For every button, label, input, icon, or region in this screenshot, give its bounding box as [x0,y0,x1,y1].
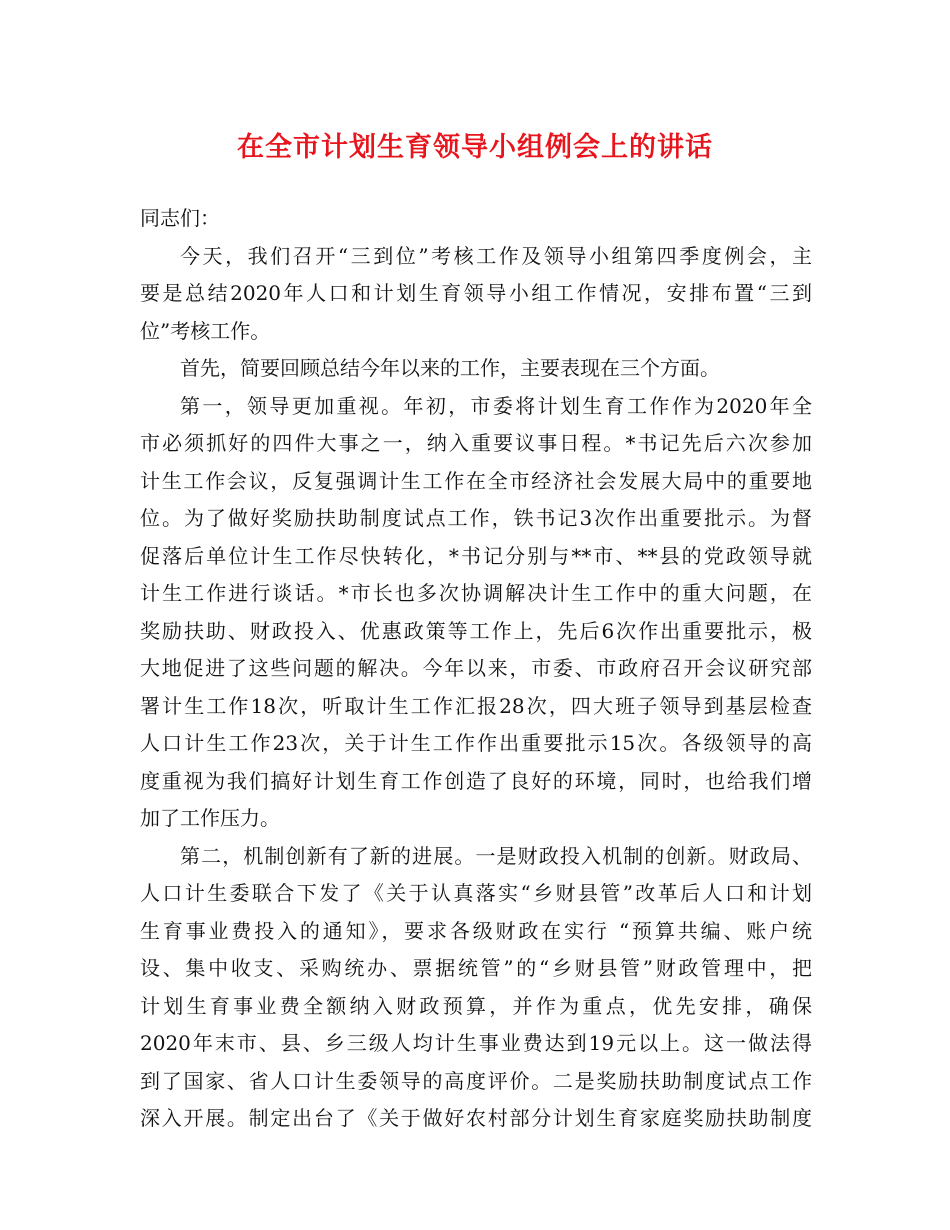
paragraph-line: 市必须抓好的四件大事之一，纳入重要议事日程。*书记先后六次参加 [140,431,812,455]
salutation: 同志们： [140,206,220,230]
document-body [140,200,812,1138]
paragraph-line: 今天，我们召开“三到位”考核工作及领导小组第四季度例会，主 [180,243,812,268]
paragraph-line: 人口计生委联合下发了《关于认真落实“乡财县管”改革后人口和计划 [140,881,812,905]
paragraph-line: 位”考核工作。 [140,318,271,343]
paragraph-line: 2020年末市、县、乡三级人均计生事业费达到19元以上。这一做法得 [140,1031,812,1055]
paragraph-line: 首先，简要回顾总结今年以来的工作，主要表现在三个方面。 [180,356,720,380]
paragraph-line: 加了工作压力。 [140,806,280,830]
paragraph-line: 度重视为我们搞好计划生育工作创造了良好的环境，同时，也给我们增 [140,768,812,793]
paragraph-line: 生育事业费投入的通知》，要求各级财政在实行 “预算共编、账户统 [140,918,812,943]
paragraph-line: 到了国家、省人口计生委领导的高度评价。二是奖励扶助制度试点工作 [140,1068,812,1093]
paragraph-line: 促落后单位计生工作尽快转化，*书记分别与**市、**县的党政领导就 [140,543,812,568]
paragraph-line: 计生工作进行谈话。*市长也多次协调解决计生工作中的重大问题，在 [140,581,812,605]
document-title: 在全市计划生育领导小组例会上的讲话 [237,132,713,163]
paragraph-line: 奖励扶助、财政投入、优惠政策等工作上，先后6次作出重要批示，极 [140,618,812,643]
paragraph-line: 第二，机制创新有了新的进展。一是财政投入机制的创新。财政局、 [180,843,812,868]
paragraph-line: 大地促进了这些问题的解决。今年以来，市委、市政府召开会议研究部 [140,656,812,680]
paragraph-line: 人口计生工作23次，关于计生工作作出重要批示15次。各级领导的高 [140,731,812,755]
paragraph-line: 计生工作会议，反复强调计生工作在全市经济社会发展大局中的重要地 [140,468,812,493]
paragraph-line: 计划生育事业费全额纳入财政预算，并作为重点，优先安排，确保 [140,993,812,1018]
paragraph-line: 署计生工作18次，听取计生工作汇报28次，四大班子领导到基层检查 [140,693,812,718]
paragraph-line: 要是总结2020年人口和计划生育领导小组工作情况，安排布置“三到 [140,281,812,305]
paragraph-line: 位。为了做好奖励扶助制度试点工作，铁书记3次作出重要批示。为督 [140,506,812,530]
paragraph-line: 第一，领导更加重视。年初，市委将计划生育工作作为2020年全 [180,393,812,418]
paragraph-line: 深入开展。制定出台了《关于做好农村部分计划生育家庭奖励扶助制度 [140,1106,812,1130]
paragraph-line: 设、集中收支、采购统办、票据统管”的“乡财县管”财政管理中，把 [140,956,812,980]
